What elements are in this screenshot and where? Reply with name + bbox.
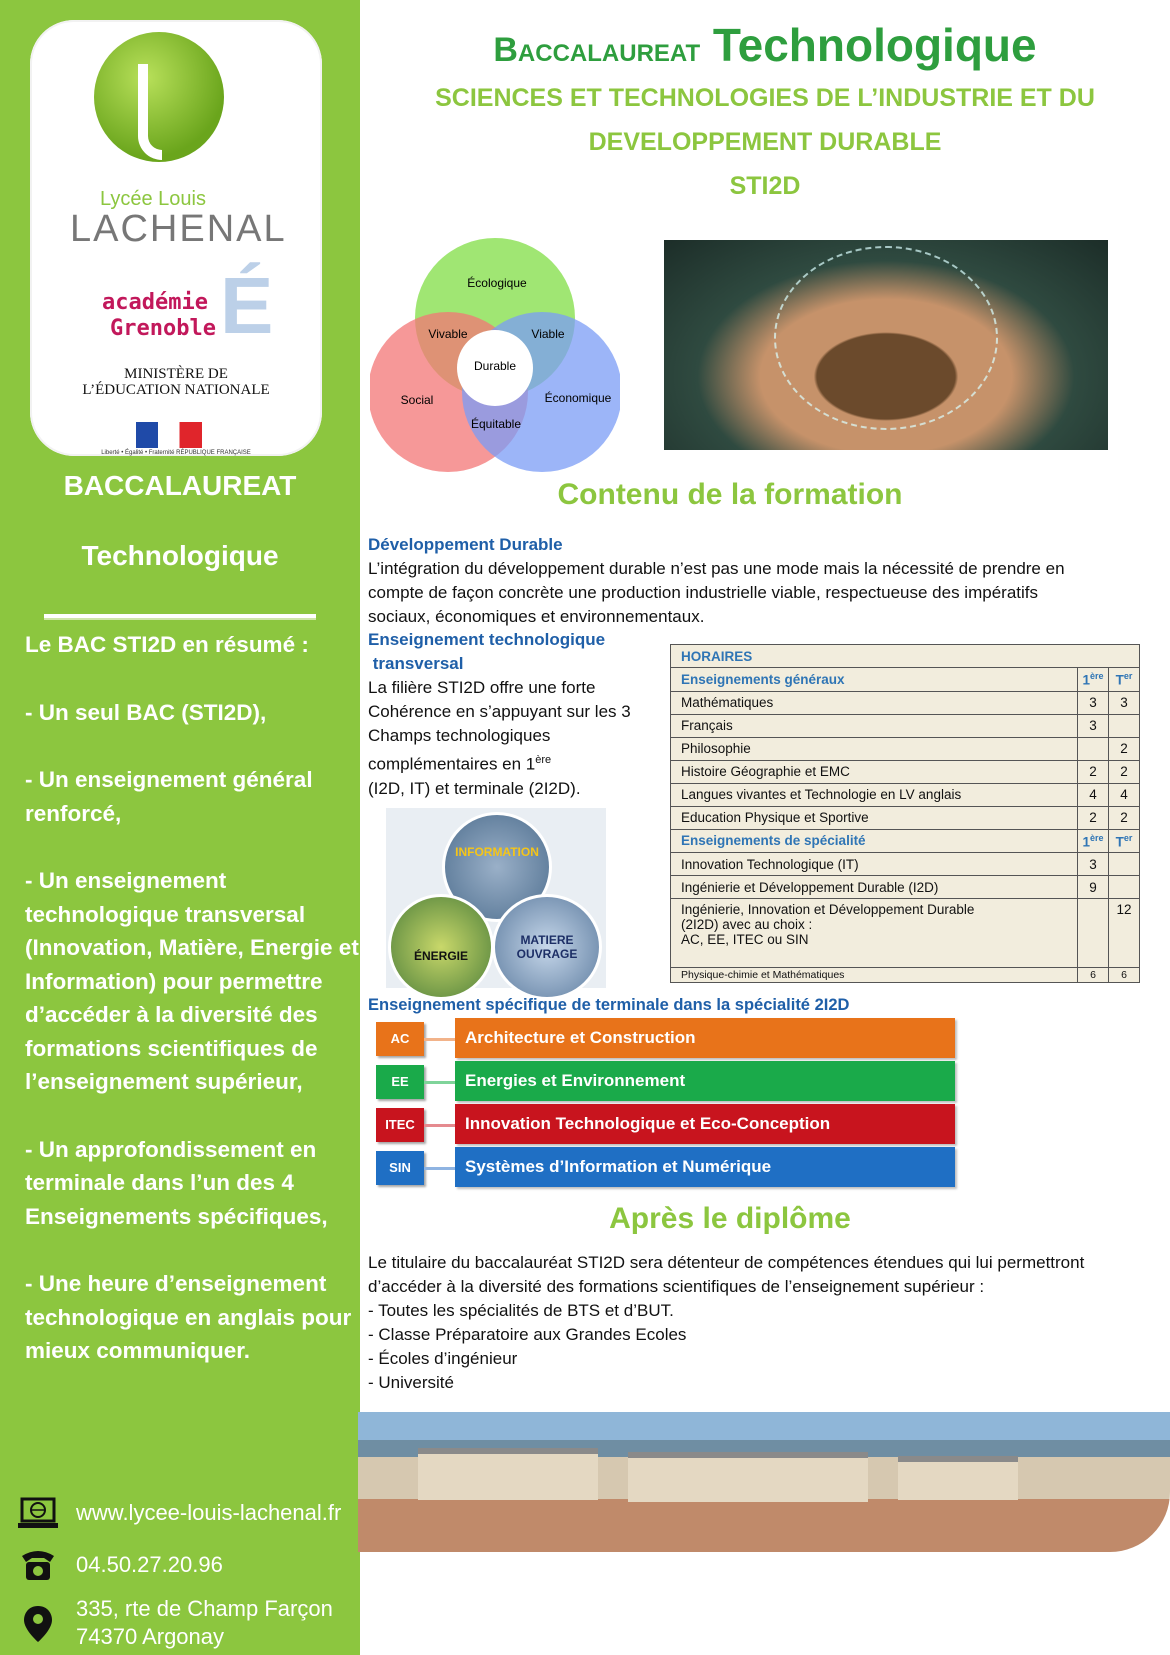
venn-label-vivable: Vivable — [428, 327, 468, 341]
table-row: Histoire Géographie et EMC 2 2 — [671, 760, 1140, 783]
republique-flag-icon — [136, 422, 202, 448]
ett-text-end: (I2D, IT) et terminale (2I2D). — [368, 778, 581, 798]
subtitle-line3: STI2D — [729, 172, 801, 200]
specifique-item-sin — [376, 1147, 956, 1187]
academie-line1: académie — [102, 290, 208, 315]
campus-building — [628, 1452, 868, 1502]
specifique-heading: Enseignement spécifique de terminale dans la spécialité 2I2D — [368, 996, 850, 1014]
ett-text-main: La filière STI2D offre une forte Cohérence en s’appuyant sur les 3 Champs technologiques complémentaires en 1 — [368, 678, 631, 774]
lycee-name-line1: Lycée Louis — [100, 188, 206, 210]
specifique-item-itec — [376, 1104, 956, 1144]
summary-item: - Un approfondissement en terminale dans l’un des 4 Enseignements spécifiques, — [25, 1136, 328, 1229]
specifique-connector — [424, 1124, 458, 1127]
specifique-code: EE — [376, 1065, 424, 1099]
specialite-label: Enseignements de spécialité — [671, 829, 1078, 853]
campus-building — [898, 1456, 1018, 1500]
ett-heading-line2: transversal — [368, 654, 464, 673]
academie-e-icon: É — [220, 261, 274, 350]
table-row: Français 3 — [671, 714, 1140, 737]
specifique-label: Energies et Environnement — [455, 1061, 955, 1101]
sidebar — [0, 0, 360, 1655]
sidebar-divider — [44, 614, 316, 618]
apres-title: Après le diplôme — [609, 1202, 851, 1235]
specifique-item-ee — [376, 1061, 956, 1101]
table-row: Mathématiques 3 3 — [671, 691, 1140, 714]
specifique-connector — [424, 1081, 458, 1084]
footer-line2: DU BATIMENT ET DE L’INDUSTRIE — [678, 1606, 1158, 1638]
venn-label-economique: Économique — [544, 391, 612, 405]
venn-label-viable: Viable — [531, 327, 565, 341]
apres-text: Le titulaire du baccalauréat STI2D sera détenteur de compétences étendues qui lui permettront d’accéder à la diversité des formations scientifiques de l’enseignement supérieur : - Toutes les spécialités de BTS et d’BUT. - Classe Préparatoire aux Grandes Ecoles - Écoles d’ingénieur — [368, 1253, 1085, 1368]
table-row: Physique-chimie et Mathématiques 6 6 — [671, 968, 1140, 983]
contenu-title: Contenu de la formation — [557, 478, 903, 511]
table-row: Ingénierie, Innovation et Développement Durable (2I2D) avec au choix : AC, EE, ITEC ou SIN 12 — [671, 899, 1140, 968]
specifique-connector — [424, 1038, 458, 1041]
table-section-row — [671, 829, 1140, 853]
venn-label-equitable: Équitable — [470, 417, 522, 431]
horaires-table — [670, 644, 1140, 983]
table-row: Langues vivantes et Technologie en LV anglais 4 4 — [671, 783, 1140, 806]
general-label: Enseignements généraux — [671, 668, 1078, 692]
energie-bubble — [388, 894, 494, 1000]
specifique-code: ITEC — [376, 1108, 424, 1142]
ett-text-sup: ère — [535, 754, 552, 766]
sidebar-summary-list — [25, 628, 360, 1368]
campus-building — [418, 1448, 598, 1500]
summary-item: - Un seul BAC (STI2D), — [25, 699, 267, 725]
venn-label-ecologique: Écologique — [467, 276, 527, 290]
col-terminale: $T^{er}$ — [1109, 829, 1140, 853]
specifique-label: Systèmes d’Information et Numérique — [455, 1147, 955, 1187]
title-main: Technologique — [712, 19, 1037, 71]
col-premiere: 1ère — [1078, 668, 1109, 692]
dd-text: L’intégration du développement durable n’est pas une mode mais la nécessité de prendre en compte de façon concrète une production industrielle viable, respectueuse des impératifs sociaux, économiques et environnementaux. — [368, 559, 1065, 626]
venn-label-durable: Durable — [473, 359, 517, 373]
logo-card — [30, 20, 322, 456]
dd-heading: Développement Durable — [368, 535, 563, 554]
republique-text: Liberté • Égalité • Fraternité RÉPUBLIQUE FRANÇAISE — [101, 450, 251, 456]
title-prefix: Baccalaureat — [493, 31, 701, 69]
table-header-row — [671, 645, 1140, 668]
sidebar-title-1: BACCALAUREAT — [63, 470, 297, 501]
ministere-line1: MINISTÈRE DE — [124, 366, 228, 382]
sustainability-venn-diagram — [370, 236, 620, 472]
table-row: Philosophie 2 — [671, 737, 1140, 760]
subtitle-line2: DEVELOPPEMENT DURABLE — [588, 128, 942, 156]
page-title — [360, 18, 1170, 72]
map-pin-icon — [18, 1604, 58, 1644]
specifique-connector — [424, 1167, 458, 1170]
table-row: Ingénierie et Développement Durable (I2D) 9 — [671, 876, 1140, 899]
footer-line1: LYCEE DES METIERS — [859, 1568, 1158, 1600]
apres-last: - Université — [368, 1373, 454, 1392]
subtitle-line1: SCIENCES ET TECHNOLOGIES DE L’INDUSTRIE ET DU — [435, 84, 1095, 112]
summary-item: Le BAC STI2D en résumé : — [25, 632, 309, 657]
lycee-logo-icon — [94, 32, 224, 162]
table-row: Education Physique et Sportive 2 2 — [671, 806, 1140, 829]
horaires-title: HORAIRES — [671, 645, 1140, 668]
lycee-name-line2: LACHENAL — [70, 208, 287, 250]
col-terminale: $T^{er}$ — [1109, 668, 1140, 692]
summary-item: - Un enseignement général renforcé, — [25, 767, 313, 826]
phone-icon — [18, 1546, 58, 1582]
ministere-line2: L’ÉDUCATION NATIONALE — [82, 382, 270, 398]
campus-photo — [358, 1412, 1170, 1552]
matiere-label: MATIERE OUVRAGE — [516, 933, 578, 961]
col-premiere: 1ère — [1078, 829, 1109, 853]
table-row: Innovation Technologique (IT) 3 — [671, 853, 1140, 876]
summary-item: - Une heure d’enseignement technologique en anglais pour mieux communiquer. — [25, 1271, 352, 1363]
venn-label-social: Social — [400, 393, 434, 407]
energie-label: ÉNERGIE — [413, 949, 468, 963]
specifique-code: SIN — [376, 1151, 424, 1185]
phone-number[interactable]: 04.50.27.20.96 — [76, 1552, 223, 1577]
matiere-bubble — [492, 894, 602, 1000]
sidebar-title-2: Technologique — [81, 540, 279, 571]
specifique-label: Architecture et Construction — [455, 1018, 955, 1058]
table-section-row — [671, 668, 1140, 692]
academie-line2: Grenoble — [110, 316, 216, 341]
ett-heading-line1: Enseignement technologique — [368, 630, 606, 649]
summary-item: - Un enseignement technologique transversal (Innovation, Matière, Energie et Information) pour permettre d’accéder à la diversité des formations scientifiques de l’enseignement supérieur, — [25, 868, 359, 1094]
address-line2: 74370 Argonay — [76, 1624, 225, 1649]
hands-soil-photo — [664, 240, 1108, 450]
website-link[interactable]: www.lycee-louis-lachenal.fr — [76, 1500, 342, 1525]
address-line1: 335, rte de Champ Farçon — [76, 1596, 333, 1621]
champs-technologiques-image — [386, 808, 606, 988]
specifique-code: AC — [376, 1022, 424, 1056]
network-overlay-icon — [774, 246, 998, 430]
information-label: INFORMATION — [455, 845, 539, 859]
ett-text — [368, 676, 668, 801]
laptop-globe-icon — [18, 1496, 58, 1532]
specifique-label: Innovation Technologique et Eco-Conception — [455, 1104, 955, 1144]
specifique-item-ac — [376, 1018, 956, 1058]
